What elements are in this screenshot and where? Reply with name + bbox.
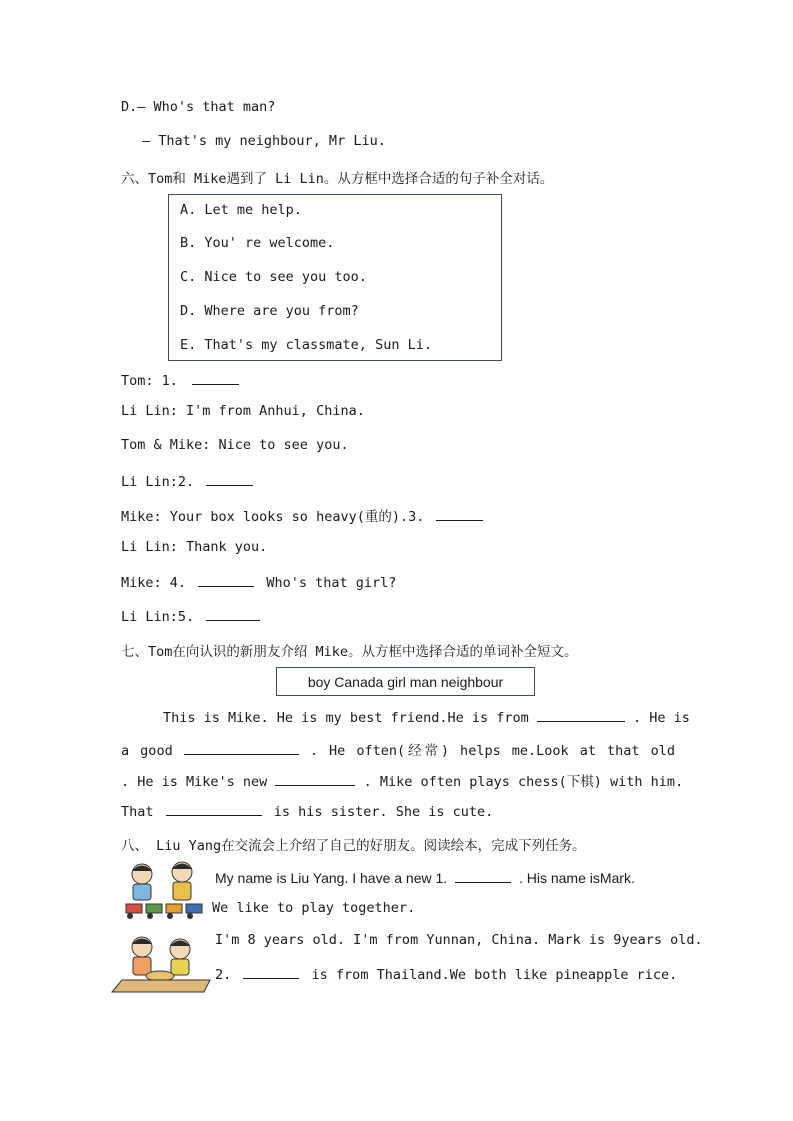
passage-text: This is Mike. He is my best friend.He is from <box>163 710 529 726</box>
dialogue-speaker-text: Tom: 1. <box>121 373 178 389</box>
passage-blank-1[interactable] <box>537 707 625 722</box>
dialogue-speaker-text: Li Lin:2. <box>121 474 195 490</box>
passage-line-1 <box>121 707 690 726</box>
passage-text: . Mike often plays chess(下棋) with him. <box>363 774 684 790</box>
dialogue-line-1 <box>121 370 239 389</box>
dialogue-line-7 <box>121 572 396 591</box>
reading-line-4 <box>215 964 677 983</box>
dialogue-question-text: Who's that girl? <box>266 575 397 591</box>
section-7-heading: 七、Tom在向认识的新朋友介绍 Mike。从方框中选择合适的单词补全短文。 <box>121 644 578 660</box>
word-box <box>276 667 535 696</box>
option-e: E. That's my classmate, Sun Li. <box>180 337 432 353</box>
dialogue-speaker-text: Mike: 4. <box>121 575 187 591</box>
boys-eating-illustration <box>110 934 212 996</box>
reading-blank-1[interactable] <box>455 868 511 883</box>
reading-line-3: I'm 8 years old. I'm from Yunnan, China. Mark is 9years old. <box>215 932 703 948</box>
item-d-question: D.— Who's that man? <box>121 99 276 115</box>
section-8-heading: 八、 Liu Yang在交流会上介绍了自己的好朋友。阅读绘本，完成下列任务。 <box>121 838 586 854</box>
passage-text: . He is Mike's new <box>121 774 268 790</box>
dialogue-line-3: Tom & Mike: Nice to see you. <box>121 437 349 453</box>
dialogue-line-5 <box>121 505 483 525</box>
reading-text: . His name isMark. <box>518 870 635 886</box>
reading-text: My name is Liu Yang. I have a new 1. <box>215 870 448 886</box>
reading-text: is from Thailand.We both like pineapple rice. <box>311 967 678 983</box>
answer-blank-4[interactable] <box>198 572 254 587</box>
dialogue-speaker-text: Li Lin:5. <box>121 609 195 625</box>
answer-blank-5[interactable] <box>206 606 260 621</box>
answer-blank-1[interactable] <box>192 370 239 385</box>
dialogue-line-6: Li Lin: Thank you. <box>121 539 268 555</box>
passage-text: a good <box>121 743 173 759</box>
option-a: A. Let me help. <box>180 202 302 218</box>
passage-text: is his sister. She is cute. <box>273 804 494 820</box>
dialogue-line-2: Li Lin: I'm from Anhui, China. <box>121 403 365 419</box>
answer-blank-2[interactable] <box>206 471 253 486</box>
passage-blank-4[interactable] <box>166 801 262 816</box>
passage-blank-3[interactable] <box>275 771 355 786</box>
dialogue-speaker-text: Mike: Your box looks so heavy(重的).3. <box>121 509 425 525</box>
dialogue-line-8 <box>121 606 260 625</box>
option-b: B. You' re welcome. <box>180 235 335 251</box>
passage-text: . He often(经常) helps me.Look at that old <box>309 743 675 759</box>
passage-blank-2[interactable] <box>184 740 299 755</box>
reading-line-2: We like to play together. <box>212 900 416 916</box>
option-d: D. Where are you from? <box>180 303 359 319</box>
reading-blank-2[interactable] <box>243 964 299 979</box>
passage-line-2 <box>121 739 675 759</box>
options-box <box>168 194 502 361</box>
dialogue-line-4 <box>121 471 253 490</box>
option-c: C. Nice to see you too. <box>180 269 367 285</box>
reading-line-1 <box>215 868 635 886</box>
boys-playing-train-illustration <box>120 860 208 920</box>
passage-text: . He is <box>633 710 690 726</box>
passage-line-4 <box>121 801 493 820</box>
passage-line-3 <box>121 770 684 790</box>
passage-text: That <box>121 804 154 820</box>
section-6-heading: 六、Tom和 Mike遇到了 Li Lin。从方框中选择合适的句子补全对话。 <box>121 171 554 187</box>
answer-blank-3[interactable] <box>436 506 483 521</box>
word-box-text: boy Canada girl man neighbour <box>307 674 504 690</box>
item-d-answer: — That's my neighbour, Mr Liu. <box>142 133 386 149</box>
reading-text: 2. <box>215 967 232 983</box>
